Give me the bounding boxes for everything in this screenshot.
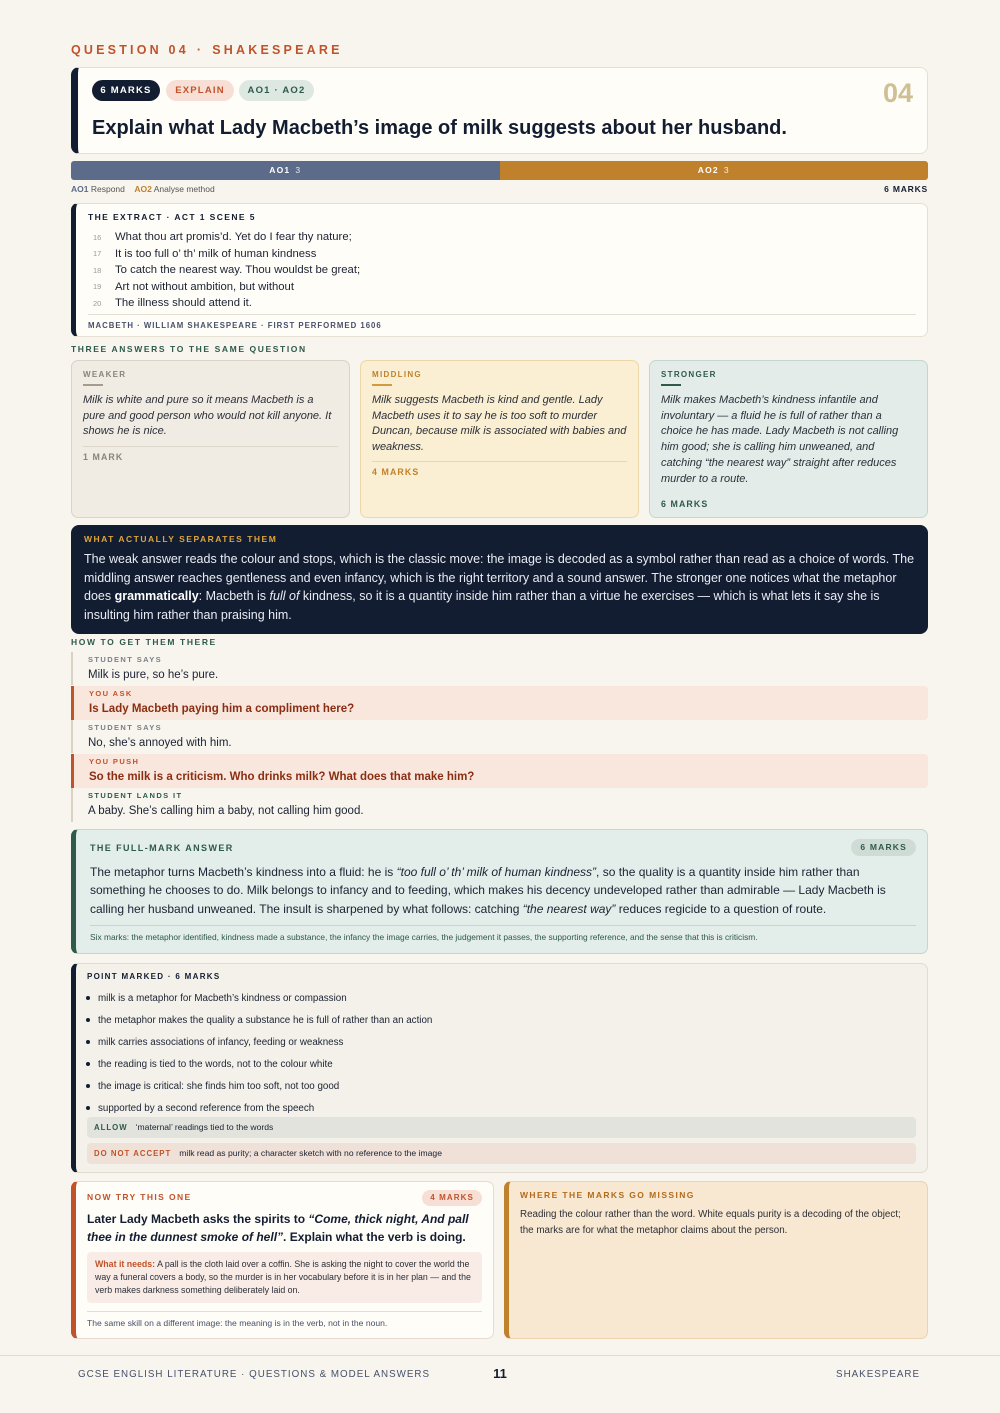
- middling-marks: 4 MARKS: [372, 467, 420, 477]
- mark-scheme-label: POINT MARKED · 6 MARKS: [87, 972, 221, 981]
- comparison-text-part: The weak answer reads the colour and stops, which is the classic move: the image is decoded as a symbol rather than read as a choice of words. The middling answer reaches gentleness and even infancy, which is the right territory and a sound answer. The stronger one notices what the metaphor does: [84, 552, 915, 604]
- extract-line: [93, 279, 360, 296]
- allow-row: [87, 1117, 916, 1138]
- mark-point-text: supported by a second reference from the speech: [98, 1102, 315, 1114]
- question-text: Explain what Lady Macbeth’s image of milk suggests about her husband.: [92, 117, 787, 139]
- hint-text: A pall is the cloth laid over a coffin. She is asking the night to cover the world the way a funeral covers a body, so the murder is in her vocabulary before it is in her plan — and the verb makes darkness something deliberately laid on.: [95, 1259, 471, 1295]
- mark-point: [86, 1009, 432, 1031]
- extract-source: MACBETH · WILLIAM SHAKESPEARE · FIRST PERFORMED 1606: [88, 314, 916, 330]
- practice-question-card: [71, 1181, 494, 1339]
- speaker-line: A baby. She’s calling him a baby, not calling him good.: [88, 805, 364, 817]
- comparison-emphasis: grammatically: [114, 589, 199, 604]
- line-text: To catch the nearest way. Thou wouldst be great;: [115, 264, 361, 277]
- footer-book-title: GCSE ENGLISH LITERATURE · QUESTIONS & MODEL ANSWERS: [78, 1369, 431, 1380]
- divider: [372, 461, 627, 462]
- dialogue-section-label: HOW TO GET THEM THERE: [71, 637, 217, 647]
- speaker-label: STUDENT LANDS IT: [88, 791, 183, 800]
- weaker-answer-card: [71, 360, 350, 518]
- full-mark-text-part: The metaphor turns Macbeth’s kindness into a fluid: he is: [90, 865, 397, 879]
- practice-quote: “Come, thick night, And pall thee in the dunnest smoke of hell”: [87, 1212, 469, 1244]
- common-errors-card: [504, 1181, 928, 1339]
- ao1-key-code: AO1: [71, 184, 89, 194]
- practice-hint: [87, 1252, 482, 1303]
- weaker-answer-text: Milk is white and pure so it means Macbeth is a pure and good person who would not kill anyone. It shows he is nice.: [83, 394, 332, 438]
- mark-point: [86, 1053, 432, 1075]
- full-mark-text-part: , so the quality is a quantity inside him rather than something he chooses to do. Milk belongs to infancy and to feeding, which makes his decency undeveloped rather than admirable — Lady Macbeth is calling her husband unweaned. The insult is sharpened by what follows: catching: [90, 865, 886, 916]
- ao2-segment-label: AO2: [697, 165, 719, 175]
- middling-label: MIDDLING: [372, 370, 422, 379]
- full-mark-quote: “too full o’ th’ milk of human kindness”: [396, 865, 597, 879]
- bullet-icon: [86, 1062, 90, 1066]
- full-mark-note: Six marks: the metaphor identified, kindness made a substance, the infancy the image carries, the judgement it passes, the supporting reference, and the sense that this is criticism.: [90, 925, 916, 942]
- comparison-callout: [71, 525, 928, 634]
- comparison-text-part: kindness, so it is a quantity inside him rather than a virtue he exercises — which is what lets it say she is insulting him rather than praising him.: [84, 589, 880, 623]
- ao2-key-code: AO2: [134, 184, 152, 194]
- ao-weighting-bar: [71, 161, 928, 180]
- full-mark-text: [90, 863, 905, 918]
- bullet-icon: [86, 1040, 90, 1044]
- middling-answer-card: [360, 360, 639, 518]
- dialogue-turn-teacher: [71, 754, 928, 788]
- full-mark-label: THE FULL-MARK ANSWER: [90, 843, 234, 853]
- comparison-label: WHAT ACTUALLY SEPARATES THEM: [84, 534, 278, 544]
- speaker-label: STUDENT SAYS: [88, 723, 163, 732]
- mark-point-text: the reading is tied to the words, not to the colour white: [98, 1058, 333, 1070]
- assessment-objective-pill: AO1 · AO2: [239, 80, 314, 101]
- ao-total-marks: 6 MARKS: [884, 184, 928, 194]
- extract-label: THE EXTRACT · ACT 1 SCENE 5: [88, 212, 256, 222]
- ao2-key-text: Analyse method: [153, 184, 215, 194]
- comparison-text: [84, 550, 916, 625]
- line-number: 19: [93, 282, 102, 292]
- ao1-segment-label: AO1: [269, 165, 291, 175]
- speaker-label: STUDENT SAYS: [88, 655, 163, 664]
- do-not-accept-tag: DO NOT ACCEPT: [94, 1149, 172, 1158]
- dialogue-turn-student: [71, 652, 928, 685]
- practice-footnote: The same skill on a different image: the meaning is in the verb, not in the noun.: [87, 1311, 482, 1328]
- ao1-key-text: Respond: [90, 184, 125, 194]
- comparison-italic: full of: [269, 589, 300, 604]
- mark-point: [86, 987, 432, 1009]
- line-number: 18: [93, 265, 102, 275]
- speaker-label: YOU ASK: [89, 689, 133, 698]
- line-number: 20: [93, 298, 102, 308]
- extract-line: [93, 229, 360, 246]
- practice-question-part: . Explain what the verb is doing.: [283, 1229, 466, 1244]
- mark-point: [86, 1075, 432, 1097]
- do-not-accept-row: [87, 1143, 916, 1164]
- full-mark-badge: 6 MARKS: [851, 839, 916, 856]
- marks-pill: 6 MARKS: [92, 80, 160, 101]
- mark-point-text: milk carries associations of infancy, feeding or weakness: [98, 1036, 344, 1048]
- speaker-line: So the milk is a criticism. Who drinks milk? What does that make him?: [89, 771, 475, 783]
- middling-accent-bar: [372, 384, 392, 386]
- question-number: 04: [882, 78, 913, 108]
- extract-line: [93, 262, 360, 279]
- ao-key: [71, 184, 928, 194]
- line-text: What thou art promis’d. Yet do I fear thy nature;: [115, 231, 352, 244]
- practice-question-part: Later Lady Macbeth asks the spirits to: [87, 1212, 309, 1226]
- dialogue-turn-student: [71, 720, 928, 753]
- ao1-segment: [71, 161, 500, 180]
- ao1-segment-marks: 3: [295, 165, 302, 175]
- common-errors-label: WHERE THE MARKS GO MISSING: [520, 1190, 695, 1200]
- do-not-accept-text: milk read as purity; a character sketch with no reference to the image: [179, 1148, 442, 1158]
- ao2-segment-marks: 3: [723, 165, 730, 175]
- stronger-answer-text: Milk makes Macbeth’s kindness infantile and involuntary — a fluid he is full of rather than a choice he has made. Lady Macbeth is not calling him good; she is calling him unweaned, and catching “the nearest way” straight after reduces murder to a route.: [661, 394, 899, 485]
- hint-label: What it needs:: [95, 1259, 156, 1269]
- command-word-pill: EXPLAIN: [166, 80, 234, 101]
- line-text: The illness should attend it.: [115, 297, 252, 310]
- extract-line: [93, 295, 360, 312]
- comparison-text-part: : Macbeth is: [198, 589, 270, 604]
- common-errors-text: Reading the colour rather than the word. White equals purity is a decoding of the object; the marks are for what the metaphor claims about the person.: [520, 1209, 901, 1236]
- speaker-label: YOU PUSH: [89, 757, 140, 766]
- allow-tag: ALLOW: [94, 1123, 128, 1132]
- full-mark-answer-card: [71, 829, 928, 954]
- dialogue-turn-student-lands: [71, 788, 928, 822]
- line-number: 17: [93, 249, 102, 259]
- bullet-icon: [86, 996, 90, 1000]
- question-card: [71, 67, 928, 154]
- mark-scheme-card: [71, 963, 928, 1173]
- extract-line: [93, 246, 360, 263]
- weaker-marks: 1 MARK: [83, 452, 124, 462]
- page-number: 11: [493, 1366, 507, 1381]
- eyebrow-question: QUESTION 04: [71, 43, 189, 57]
- speaker-line: No, she’s annoyed with him.: [88, 737, 232, 749]
- line-text: Art not without ambition, but without: [115, 280, 294, 293]
- speaker-line: Is Lady Macbeth paying him a compliment here?: [89, 703, 355, 715]
- mark-point: [86, 1097, 432, 1119]
- answers-section-label: THREE ANSWERS TO THE SAME QUESTION: [71, 344, 307, 354]
- section-eyebrow: [71, 43, 343, 57]
- stronger-label: STRONGER: [661, 370, 717, 379]
- mark-scheme-list: [86, 987, 432, 1119]
- extract-lines: [93, 229, 360, 312]
- middling-answer-text: Milk suggests Macbeth is kind and gentle. Lady Macbeth uses it to say he is too soft to murder Duncan, because milk is associated with babies and weakness.: [372, 394, 627, 454]
- line-number: 16: [93, 232, 102, 242]
- extract-card: [71, 203, 928, 337]
- allow-text: ‘maternal’ readings tied to the words: [135, 1122, 274, 1132]
- practice-label: NOW TRY THIS ONE: [87, 1192, 192, 1202]
- line-text: It is too full o’ th’ milk of human kindness: [115, 247, 317, 260]
- eyebrow-separator: ·: [196, 43, 205, 57]
- mark-point: [86, 1031, 432, 1053]
- mark-point-text: the metaphor makes the quality a substance he is full of rather than an action: [98, 1014, 433, 1026]
- bullet-icon: [86, 1106, 90, 1110]
- stronger-answer-card: [649, 360, 928, 518]
- mark-point-text: the image is critical: she finds him too soft, not too good: [98, 1080, 340, 1092]
- full-mark-quote: “the nearest way”: [522, 901, 616, 916]
- ao2-segment: [500, 161, 929, 180]
- divider: [83, 446, 338, 447]
- bullet-icon: [86, 1018, 90, 1022]
- practice-question-text: [87, 1211, 479, 1246]
- practice-marks-badge: 4 MARKS: [422, 1190, 482, 1206]
- stronger-marks: 6 MARKS: [661, 499, 709, 509]
- bullet-icon: [86, 1084, 90, 1088]
- mark-point-text: milk is a metaphor for Macbeth’s kindness or compassion: [98, 992, 347, 1004]
- stronger-accent-bar: [661, 384, 681, 386]
- dialogue-turn-teacher: [71, 686, 928, 720]
- footer-section: SHAKESPEARE: [836, 1369, 920, 1380]
- eyebrow-topic: SHAKESPEARE: [212, 43, 343, 57]
- weaker-accent-bar: [83, 384, 103, 386]
- weaker-label: WEAKER: [83, 370, 127, 379]
- page-footer: [0, 1355, 1000, 1413]
- full-mark-text-part: reduces regicide to a question of route.: [615, 901, 827, 916]
- speaker-line: Milk is pure, so he’s pure.: [88, 669, 219, 681]
